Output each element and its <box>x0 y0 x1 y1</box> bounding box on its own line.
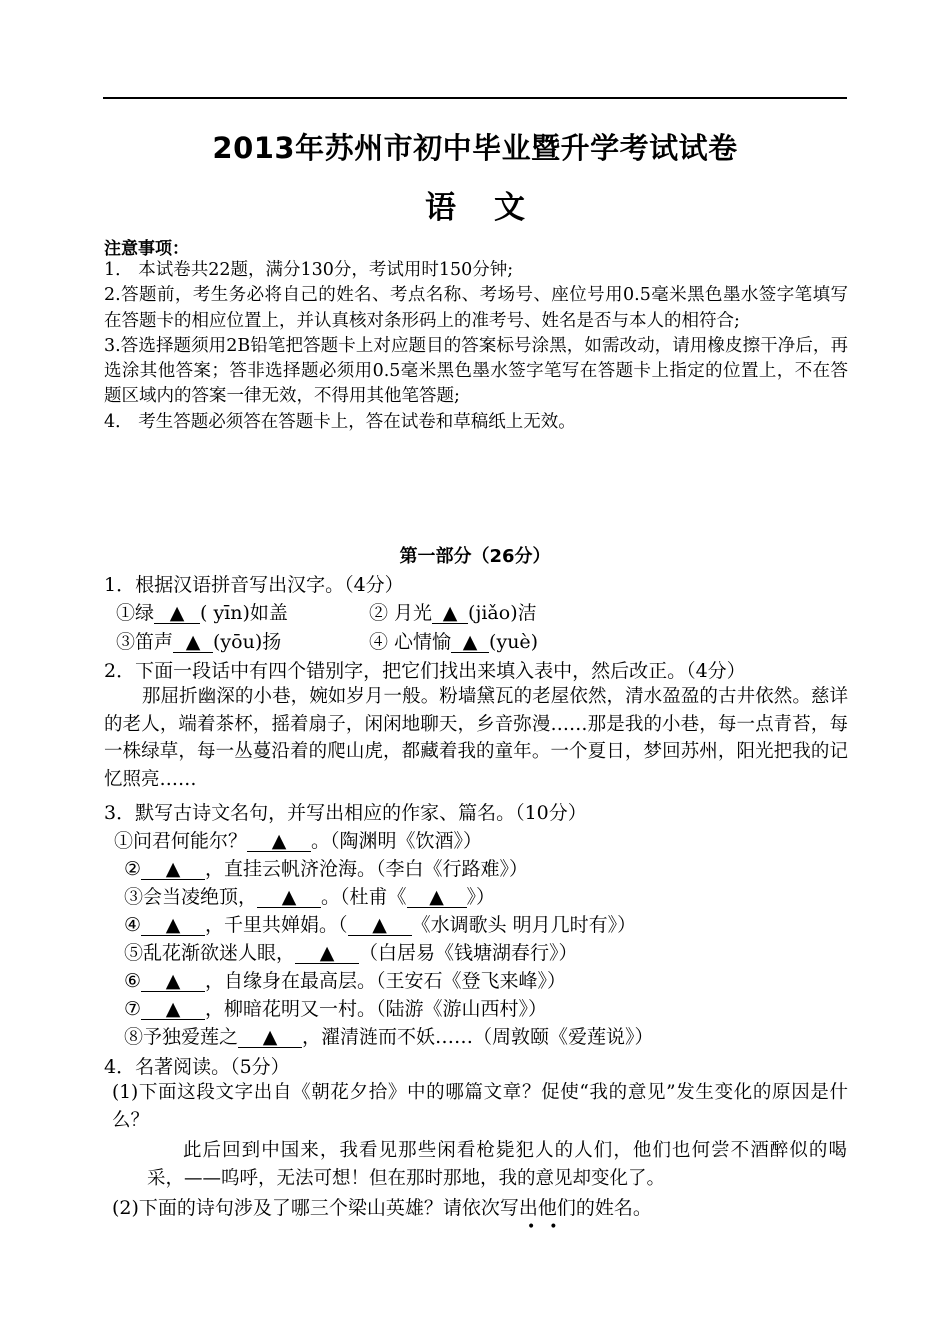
q1-item: ①绿 ▲ ( yīn)如盖 <box>116 602 288 624</box>
q3-item: ③会当凌绝顶， ▲ 。（杜甫《 ▲ 》） <box>124 886 496 908</box>
answer-blank: ▲ <box>154 604 200 624</box>
answer-blank: ▲ <box>141 916 205 936</box>
q1-item: ④ 心情愉 ▲ (yuè) <box>369 631 539 653</box>
q3-item: ⑤乱花渐欲迷人眼， ▲ （白居易《钱塘湖春行》） <box>124 942 578 964</box>
answer-blank: ▲ <box>238 1028 302 1048</box>
q4-sub2: (2)下面的诗句涉及了哪三个梁山英雄？请依次写出他们的姓名。 <box>112 1197 652 1219</box>
emphasis-dots: •• <box>527 1219 572 1235</box>
answer-blank: ▲ <box>432 604 468 624</box>
notice-heading: 注意事项： <box>104 239 189 259</box>
subject-title: 语文 <box>425 190 563 226</box>
q2-passage: 那屈折幽深的小巷，婉如岁月一般。粉墙黛瓦的老屋依然，清水盈盈的古井依然。慈详的老人，端着茶杯，摇着扇子，闲闲地聊天，乡音弥漫……那是我的小巷，每一点青苔，每一株绿草，每一丛蔓沿着的爬山虎，都藏着我的童年。一个夏日，梦回苏州，阳光把我的记忆照亮…… <box>104 686 848 790</box>
answer-blank: ▲ <box>348 916 412 936</box>
q3-item: ①问君何能尔？ ▲ 。（陶渊明《饮酒》） <box>114 830 483 852</box>
answer-blank: ▲ <box>173 633 213 653</box>
q4-stem: 4．名著阅读。（5分） <box>104 1056 290 1078</box>
q3-stem: 3．默写古诗文名句，并写出相应的作家、篇名。（10分） <box>104 802 587 824</box>
q1-item: ③笛声 ▲ (yōu)扬 <box>116 631 282 653</box>
answer-blank: ▲ <box>141 860 205 880</box>
answer-blank: ▲ <box>407 888 467 908</box>
q1-item: ② 月光 ▲ (jiǎo)洁 <box>369 602 537 624</box>
answer-blank: ▲ <box>141 972 205 992</box>
header-rule <box>103 97 847 99</box>
q4-sub1: (1)下面这段文字出自《朝花夕拾》中的哪篇文章？促使“我的意见”发生变化的原因是什么？ <box>112 1082 848 1131</box>
answer-blank: ▲ <box>451 633 489 653</box>
notice-item: 4． 考生答题必须答在答题卡上，答在试卷和草稿纸上无效。 <box>104 411 576 432</box>
q3-item: ② ▲ ，直挂云帆济沧海。（李白《行路难》） <box>124 858 529 880</box>
answer-blank: ▲ <box>141 1000 205 1020</box>
answer-blank: ▲ <box>257 888 321 908</box>
notice-item: 3.答选择题须用2B铅笔把答题卡上对应题目的答案标号涂黑，如需改动，请用橡皮擦干净后，再选涂其他答案；答非选择题必须用0.5毫米黑色墨水签字笔写在答题卡上指定的位置上，不在答题区域内的答案一律无效，不得用其他笔答题; <box>104 335 848 407</box>
exam-title: 2013年苏州市初中毕业暨升学考试试卷 <box>212 131 738 165</box>
part-one-heading: 第一部分（26分） <box>399 546 551 567</box>
q3-item: ⑥ ▲ ，自缘身在最高层。（王安石《登飞来峰》） <box>124 970 567 992</box>
q4-quote: 此后回到中国来，我看见那些闲看枪毙犯人的人们，他们也何尝不酒醉似的喝采，——呜呼，无法可想！但在那时那地，我的意见却变化了。 <box>147 1140 847 1189</box>
answer-blank: ▲ <box>247 832 311 852</box>
q3-item: ⑧予独爱莲之 ▲ ，濯清涟而不妖……（周敦颐《爱莲说》） <box>124 1026 654 1048</box>
notice-item: 2.答题前，考生务必将自己的姓名、考点名称、考场号、座位号用0.5毫米黑色墨水签字笔填写在答题卡的相应位置上，并认真核对条形码上的准考号、姓名是否与本人的相符合; <box>104 285 848 331</box>
q3-item: ④ ▲ ，千里共婵娟。（ ▲ 《水调歌头 明月几时有》） <box>124 914 637 936</box>
q2-stem: 2．下面一段话中有四个错别字，把它们找出来填入表中，然后改正。（4分） <box>104 660 746 682</box>
notice-list <box>104 258 848 435</box>
q3-item: ⑦ ▲ ，柳暗花明又一村。（陆游《游山西村》） <box>124 998 548 1020</box>
notice-item: 1． 本试卷共22题，满分130分，考试用时150分钟; <box>104 260 514 280</box>
answer-blank: ▲ <box>295 944 359 964</box>
q1-stem: 1．根据汉语拼音写出汉字。（4分） <box>104 574 404 596</box>
